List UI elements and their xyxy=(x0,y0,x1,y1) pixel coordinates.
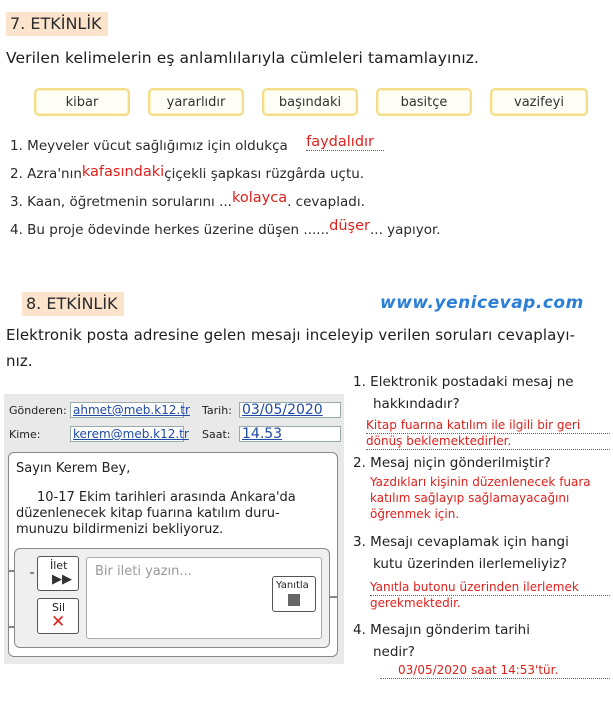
sentence-text: 2. Azra'nın xyxy=(10,166,82,182)
word-chip-label: yararlıdır xyxy=(166,94,226,110)
connector-line xyxy=(8,570,14,572)
sentence-text: 3. Kaan, öğretmenin sorularını ... xyxy=(10,194,232,210)
sender-field[interactable] xyxy=(70,402,190,418)
time-field[interactable] xyxy=(239,426,341,442)
message-greeting: Sayın Kerem Bey, xyxy=(16,461,131,476)
question-2: 2. Mesaj niçin gönderilmiştir? xyxy=(353,455,551,471)
delete-label: Sil xyxy=(52,601,66,614)
sender-label: Gönderen: xyxy=(9,404,67,417)
connector-line xyxy=(330,596,338,598)
sender-value: ahmet@meb.k12.tr xyxy=(73,403,190,417)
activity7-title: 7. ETKİNLİK xyxy=(6,12,108,36)
message-body-line1: 10-17 Ekim tarihleri arasında Ankara'da xyxy=(37,490,296,505)
date-field[interactable] xyxy=(239,402,341,418)
question-1-cont: hakkındadır? xyxy=(373,396,460,412)
activity8-instruction-line1: Elektronik posta adresine gelen mesajı inceleyip verilen soruları cevaplayı- xyxy=(6,326,576,344)
answer-2-line3: öğrenmek için. xyxy=(370,507,460,521)
to-field[interactable] xyxy=(70,426,189,442)
sentence-answer: kolayca xyxy=(231,190,288,206)
word-chip-kibar xyxy=(34,88,130,116)
reply-label: Yanıtla xyxy=(276,580,309,591)
word-chip-label: basitçe xyxy=(400,94,448,110)
sentence-text: 4. Bu proje ödevinde herkes üzerine düşen ...... xyxy=(10,222,330,238)
forward-icon: ▶▶ xyxy=(52,572,72,587)
sentence-4 xyxy=(10,218,441,238)
word-chip-label: kibar xyxy=(65,94,99,110)
question-4-cont: nedir? xyxy=(373,644,415,660)
forward-button[interactable] xyxy=(37,556,79,591)
time-label: Saat: xyxy=(202,428,231,441)
date-label: Tarih: xyxy=(202,404,232,417)
answer-1-line1: Kitap fuarına katılım ile ilgili bir geri xyxy=(366,418,610,434)
answer-2-line2: katılım sağlayıp sağlamayacağını xyxy=(370,491,570,505)
time-value: 14.53 xyxy=(242,426,283,442)
word-chip-label: başındaki xyxy=(278,94,342,110)
sentence-text: . cevapladı. xyxy=(287,194,365,210)
answer-1-line2: dönüş beklemektedirler. xyxy=(366,434,610,450)
word-chip-label: vazifeyi xyxy=(514,94,564,110)
delete-button[interactable] xyxy=(37,598,79,634)
question-1: 1. Elektronik postadaki mesaj ne xyxy=(353,374,574,390)
sentence-3 xyxy=(10,190,365,210)
sentence-text: 1. Meyveler vücut sağlığımız için oldukça xyxy=(10,138,288,154)
word-chip-yararlidir xyxy=(148,88,244,116)
question-3: 3. Mesajı cevaplamak için hangi xyxy=(353,534,569,550)
word-chip-basitce xyxy=(376,88,472,116)
answer-3-line1: Yanıtla butonu üzerinden ilerlemek xyxy=(370,580,610,596)
sentence-answer: kafasındaki xyxy=(81,164,165,180)
answer-4-line1: 03/05/2020 saat 14:53'tür. xyxy=(380,663,610,679)
activity8-title: 8. ETKİNLİK xyxy=(22,292,124,316)
question-3-cont: kutu üzerinden ilerlemeliyiz? xyxy=(373,556,567,572)
connector-line xyxy=(30,572,34,574)
sentence-2 xyxy=(10,166,364,182)
activity8-instruction-line2: nız. xyxy=(6,352,33,370)
message-body-line3: munuzu bildirmenizi bekliyoruz. xyxy=(16,522,224,537)
word-chip-vazifeyi xyxy=(490,88,588,116)
connector-line xyxy=(8,626,14,628)
word-chip-basindaki xyxy=(262,88,358,116)
sentence-answer: düşer xyxy=(329,218,370,234)
message-body-line2: düzenlenecek kitap fuarına katılım duru- xyxy=(16,506,280,521)
answer-2-line1: Yazdıkları kişinin düzenlenecek fuara xyxy=(370,475,591,489)
reply-button[interactable] xyxy=(272,576,316,612)
reply-placeholder: Bir ileti yazın... xyxy=(95,564,192,579)
watermark-text: www.yenicevap.com xyxy=(380,293,584,313)
sentence-text: çiçekli şapkası rüzgârda uçtu. xyxy=(164,166,365,182)
to-value: kerem@meb.k12.tr xyxy=(73,427,189,441)
sentence-text: ... yapıyor. xyxy=(370,222,441,238)
delete-icon: ✕ xyxy=(51,612,66,632)
sentence-1 xyxy=(10,134,384,154)
activity7-instruction: Verilen kelimelerin eş anlamlılarıyla cümleleri tamamlayınız. xyxy=(6,49,480,67)
date-value: 03/05/2020 xyxy=(242,402,323,418)
to-label: Kime: xyxy=(9,428,41,441)
reply-icon xyxy=(288,594,300,606)
answer-3-line2: gerekmektedir. xyxy=(370,596,461,610)
forward-label: İlet xyxy=(50,559,68,572)
sentence-answer: faydalıdır xyxy=(306,134,384,151)
question-4: 4. Mesajın gönderim tarihi xyxy=(353,622,530,638)
